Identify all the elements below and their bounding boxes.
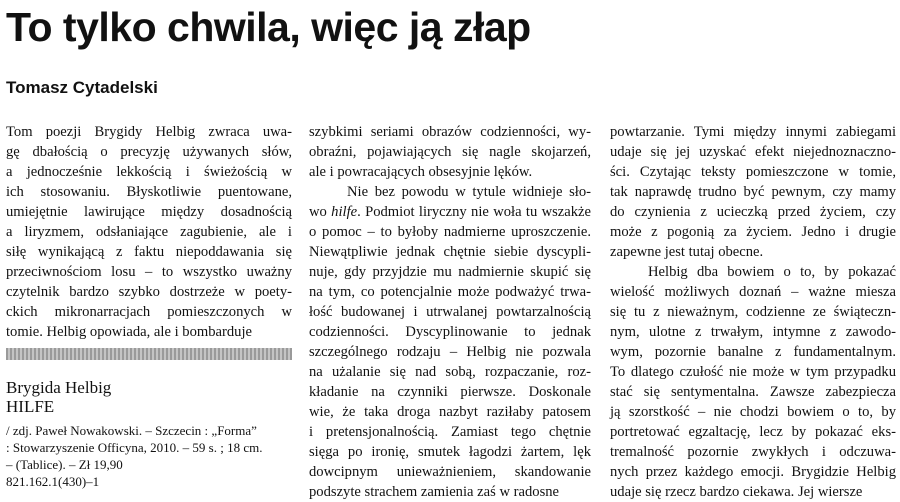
- text-line: czytelnik bardzo szybko dostrzeże w poety-: [6, 284, 292, 300]
- book-meta-line: – (Tablice). – Zł 19,90: [6, 457, 123, 472]
- article-title: To tylko chwila, więc ją złap: [6, 4, 531, 50]
- text-line: i pretensjonalnością. Zamiast tego chętnie: [309, 424, 591, 440]
- text-line: się tu z nieważnym, codzienne ze świąteczn-: [610, 304, 896, 320]
- text-line: siłę wynikającą z faktu niepoddawania się: [6, 244, 292, 260]
- text-line: nym, ulotne z trwałym, intymne z zawodo-: [610, 324, 896, 340]
- text-line: szybkimi seriami obrazów codzienności, wy-: [309, 124, 591, 140]
- text-line: Nie bez powodu w tytule widnieje sło-: [347, 184, 591, 200]
- book-title: HILFE: [6, 397, 55, 416]
- text-line: wielość możliwych doznań – ważne miesza: [610, 284, 896, 300]
- text-line: a jednocześnie lekkością i świeżością w: [6, 164, 292, 180]
- book-author: Brygida Helbig: [6, 378, 112, 397]
- text-line: Niewątpliwie jednak chętnie siebie dyscypli-: [309, 244, 591, 260]
- text-line: Tom poezji Brygidy Helbig zwraca uwa-: [6, 124, 292, 140]
- text-line: kładanie na czynniki pierwsze. Doskonale: [309, 384, 591, 400]
- text-line: ale i powracających obsesyjnie lęków.: [309, 164, 533, 180]
- book-meta-line: 821.162.1(430)–1: [6, 474, 100, 489]
- column-3: [610, 122, 896, 502]
- column-2: [309, 122, 591, 502]
- text-line: a liryzmem, odsłaniające zagubienie, ale i: [6, 224, 292, 240]
- text-line: dowcipnym unieważnieniem, skandowanie: [309, 464, 591, 480]
- text-line: na tym, co potencjalnie może podważyć trwa-: [309, 284, 591, 300]
- text-line: o pomoc – to byłoby nadmierne uproszczenie.: [309, 224, 591, 240]
- text-line: tak naprawdę trudno być pewnym, czy mamy: [610, 184, 896, 200]
- text-line: do czynienia z ucieczką przed życiem, czy: [610, 204, 896, 220]
- text-line: wie, że taka droga nazbyt raziłaby patosem: [309, 404, 591, 420]
- text-line: stać się sentymentalna. Zawsze zabezpiecza: [610, 384, 896, 400]
- text-line: łość budowanej i utrwalanej powtarzalnością: [309, 304, 591, 320]
- text-line: ich stosowaniu. Błyskotliwie puentowane,: [6, 184, 292, 200]
- book-bibliographic-info: [6, 422, 294, 490]
- text-line: Helbig dba bowiem o to, by pokazać: [648, 264, 896, 280]
- text-line: wym, pozornie banalne z fundamentalnym.: [610, 344, 896, 360]
- text-line: umiejętnie lawirujące między dosadnością: [6, 204, 292, 220]
- text-line: gę dbałością o precyzję używanych słów,: [6, 144, 292, 160]
- text-line: sięga po ironię, smutek łagodzi żartem, lęk: [309, 444, 591, 460]
- text-line: ją szorstkość – nie chodzi bowiem o to, by: [610, 404, 896, 420]
- text-line: To dlatego czułość nie może w tym przypadku: [610, 364, 896, 380]
- text-line: na użalanie się nad sobą, rozpaczanie, roz-: [309, 364, 591, 380]
- text-line: tomie. Helbig opowiada, ale i bombarduje: [6, 324, 252, 340]
- text-line: podszyte strachem zamienia zaś w radosne: [309, 484, 560, 500]
- text-line: codzienności. Dyscyplinowanie to jednak: [309, 324, 591, 340]
- text-line: obraźni, pojawiających się nagle skojarzeń,: [309, 144, 591, 160]
- text-line: nuje, gdy przyjdzie mu nadmiernie skupić się: [309, 264, 591, 280]
- text-line: powtarzanie. Tymi między innymi zabiegami: [610, 124, 896, 140]
- book-meta-line: : Stowarzyszenie Officyna, 2010. – 59 s. ; 18 cm.: [6, 440, 263, 455]
- text-line: ckich mikronarracjach pomieszczonych w: [6, 304, 292, 320]
- text-line: może z pogonią za życiem. Jedno i drugie: [610, 224, 896, 240]
- book-meta-line: / zdj. Paweł Nowakowski. – Szczecin : „Forma”: [6, 423, 257, 438]
- text-line: tremalność pozornie zwykłych i odczuwa-: [610, 444, 896, 460]
- text-line: portretować egzaltację, lecz by pokazać eks-: [610, 424, 896, 440]
- book-info-divider: [6, 348, 292, 360]
- italic-word: hilfe: [331, 204, 358, 220]
- text-line: przeciwnościom losu – to wszystko uważny: [6, 264, 292, 280]
- text-line: nych przez każdego emocji. Brygidzie Helbig: [610, 464, 896, 480]
- text-line: udaje się jej uzyskać efekt niejednoznaczno-: [610, 144, 896, 160]
- text-line: ści. Czytając teksty pomieszczone w tomie,: [610, 164, 896, 180]
- text-line: udaje się rzecz bardzo ciekawa. Jej wiersze: [610, 484, 863, 500]
- article-author: Tomasz Cytadelski: [6, 78, 158, 97]
- text-line: szczególnego rodzaju – Helbig nie pozwala: [309, 344, 591, 360]
- text-line: wo hilfe. Podmiot liryczny nie woła tu wszakże: [309, 204, 591, 220]
- column-1: [6, 122, 292, 342]
- text-line: zapewne jest tutaj obecne.: [610, 244, 764, 260]
